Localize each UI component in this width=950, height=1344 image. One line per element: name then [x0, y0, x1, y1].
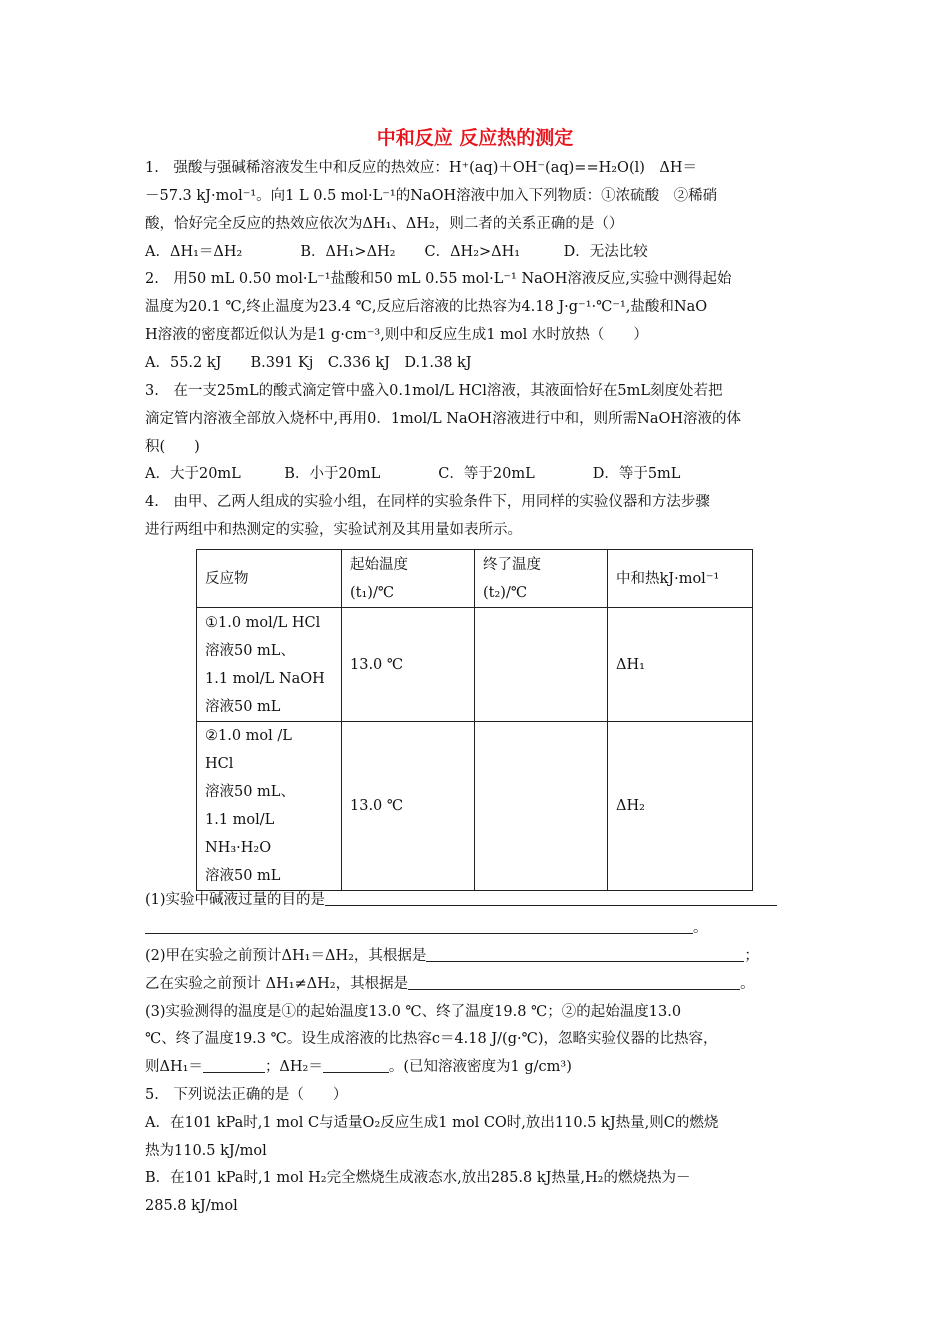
header-end-line-2: (t₂)/℃ — [483, 584, 528, 601]
header-start-temp — [342, 550, 475, 608]
header-start-line-2: (t₁)/℃ — [350, 584, 395, 601]
q3-line-3: 积( ) — [145, 439, 200, 455]
answer-blank[interactable] — [325, 891, 777, 906]
answer-blank[interactable] — [145, 919, 693, 934]
row1-reactant — [197, 608, 342, 722]
header-heat: 中和热kJ·mol⁻¹ — [608, 550, 753, 608]
q4-part1 — [145, 890, 777, 910]
row2-line: ②1.0 mol /L — [205, 728, 292, 744]
q4-part2-b — [145, 974, 755, 994]
page-title: 中和反应 反应热的测定 — [376, 127, 574, 149]
q4-part2-a — [145, 946, 759, 966]
q4-part3-line-3 — [145, 1057, 572, 1077]
q4-part1-cont — [145, 918, 708, 938]
row2-end-temp — [475, 722, 608, 891]
q4-part3-b: ；ΔH₂＝ — [264, 1059, 323, 1075]
q4-part1-end: 。 — [693, 920, 708, 936]
answer-blank[interactable] — [203, 1058, 265, 1073]
answer-blank[interactable] — [323, 1058, 389, 1073]
header-start-line-1: 起始温度 — [350, 556, 408, 573]
row1-line: 溶液50 mL — [205, 698, 281, 715]
answer-blank[interactable] — [426, 947, 744, 962]
answer-blank[interactable] — [408, 975, 740, 990]
q4-part3-a: 则ΔH₁＝ — [145, 1059, 203, 1075]
header-end-line-1: 终了温度 — [483, 556, 541, 573]
header-end-temp — [475, 550, 608, 608]
q4-part3-c: 。(已知溶液密度为1 g/cm³) — [388, 1059, 572, 1075]
q4-line-1: 4. 由甲、乙两人组成的实验小组，在同样的实验条件下，用同样的实验仪器和方法步骤 — [145, 494, 710, 510]
table-row — [197, 608, 753, 722]
q5-option-b-2: 285.8 kJ/mol — [145, 1198, 238, 1214]
q2-line-2: 温度为20.1 ℃,终止温度为23.4 ℃,反应后溶液的比热容为4.18 J·g⁻¹·℃⁻¹,盐酸和NaO — [145, 299, 708, 315]
header-reactant: 反应物 — [197, 550, 342, 608]
reaction-table — [196, 549, 753, 891]
row2-line: NH₃·H₂O — [205, 840, 272, 856]
row2-line: 溶液50 mL、 — [205, 784, 295, 800]
q5-line-1: 5. 下列说法正确的是（ ） — [145, 1087, 348, 1103]
q5-option-b-1: B．在101 kPa时,1 mol H₂完全燃烧生成液态水,放出285.8 kJ热量,H₂的燃烧热为－ — [145, 1170, 691, 1186]
row2-reactant — [197, 722, 342, 891]
q1-line-3: 酸，恰好完全反应的热效应依次为ΔH₁、ΔH₂，则二者的关系正确的是（） — [145, 216, 624, 232]
q4-part3-line-1: (3)实验测得的温度是①的起始温度13.0 ℃、终了温度19.8 ℃；②的起始温度13.0 — [145, 1004, 682, 1020]
q1-line-2: －57.3 kJ·mol⁻¹。向1 L 0.5 mol·L⁻¹的NaOH溶液中加入下列物质：①浓硫酸 ②稀硝 — [145, 188, 718, 204]
row2-line: 溶液50 mL — [205, 868, 281, 884]
row2-start-temp: 13.0 ℃ — [342, 722, 475, 891]
table-header-row — [197, 550, 753, 608]
row1-end-temp — [475, 608, 608, 722]
table-row — [197, 722, 753, 891]
q4-part2-a-text: (2)甲在实验之前预计ΔH₁＝ΔH₂，其根据是 — [145, 948, 427, 964]
q1-options: A．ΔH₁＝ΔH₂ B．ΔH₁>ΔH₂ C．ΔH₂>ΔH₁ D．无法比较 — [145, 244, 648, 260]
row2-line: 1.1 mol/L — [205, 812, 275, 828]
q2-options: A．55.2 kJ B.391 Kj C.336 kJ D.1.38 kJ — [145, 355, 472, 371]
row1-line: 1.1 mol/L NaOH — [205, 670, 325, 687]
q4-part3-line-2: ℃、终了温度19.3 ℃。设生成溶液的比热容c＝4.18 J/(g·℃)，忽略实验仪器的比热容， — [145, 1031, 718, 1047]
row1-start-temp: 13.0 ℃ — [342, 608, 475, 722]
q3-options: A．大于20mL B．小于20mL C．等于20mL D．等于5mL — [145, 466, 681, 482]
row2-heat: ΔH₂ — [608, 722, 753, 891]
q4-part1-text: (1)实验中碱液过量的目的是 — [145, 892, 326, 908]
q2-line-1: 2. 用50 mL 0.50 mol·L⁻¹盐酸和50 mL 0.55 mol·L⁻¹ NaOH溶液反应,实验中测得起始 — [145, 271, 732, 287]
q3-line-1: 3. 在一支25mL的酸式滴定管中盛入0.1mol/L HCl溶液，其液面恰好在5mL刻度处若把 — [145, 383, 723, 399]
row2-line: HCl — [205, 756, 234, 772]
q1-line-1: 1. 强酸与强碱稀溶液发生中和反应的热效应：H⁺(aq)＋OH⁻(aq)==H₂O(l) ΔH＝ — [145, 160, 698, 176]
row1-line: ①1.0 mol/L HCl — [205, 614, 321, 631]
q5-option-a-1: A．在101 kPa时,1 mol C与适量O₂反应生成1 mol CO时,放出110.5 kJ热量,则C的燃烧 — [145, 1115, 719, 1131]
q4-line-2: 进行两组中和热测定的实验，实验试剂及其用量如表所示。 — [145, 522, 522, 538]
q3-line-2: 滴定管内溶液全部放入烧杯中,再用0．1mol/L NaOH溶液进行中和，则所需NaOH溶液的体 — [145, 411, 742, 427]
q2-line-3: H溶液的密度都近似认为是1 g·cm⁻³,则中和反应生成1 mol 水时放热（ ） — [145, 327, 648, 343]
q4-part2-a-end: ； — [744, 948, 759, 964]
q5-option-a-2: 热为110.5 kJ/mol — [145, 1143, 267, 1159]
q4-part2-b-end: 。 — [740, 976, 755, 992]
row1-line: 溶液50 mL、 — [205, 642, 295, 659]
row1-heat: ΔH₁ — [608, 608, 753, 722]
q4-part2-b-text: 乙在实验之前预计 ΔH₁≠ΔH₂，其根据是 — [145, 976, 409, 992]
